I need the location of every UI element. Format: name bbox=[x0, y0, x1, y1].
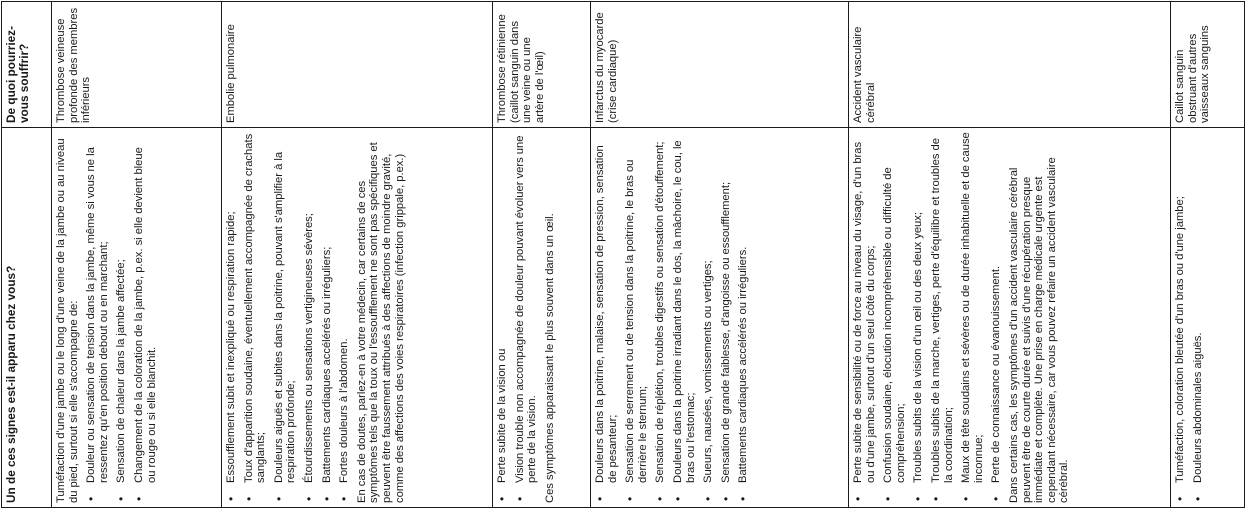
condition-name: Accident vasculaire cérébral bbox=[852, 26, 877, 123]
symptom-item: • Perte subite de sensibilité ou de force au niveau du visage, d'un bras ou d'une jambe, surtout d'un seul côté du corps; bbox=[852, 132, 877, 503]
symptom-item: • Douleur ou sensation de tension dans la jambe, même si vous ne la ressentez qu'en position debout ou en marchant; bbox=[85, 132, 110, 503]
condition-cell bbox=[493, 2, 590, 127]
question-top-cell bbox=[2, 2, 51, 127]
symptom-list bbox=[496, 132, 539, 503]
symptom-item: • Sensation de grande faiblesse, d'angoisse ou essoufflement; bbox=[720, 132, 733, 503]
symptom-item: • Douleurs aiguës et subites dans la poitrine, pouvant s'amplifier à la respiration profonde; bbox=[273, 132, 298, 503]
condition-name: Embolie pulmonaire bbox=[225, 24, 237, 123]
symptoms-content bbox=[222, 128, 492, 507]
symptom-item: • Douleurs abdominales aiguës. bbox=[1192, 132, 1205, 503]
condition-cell bbox=[52, 2, 221, 127]
symptoms-cell bbox=[1171, 128, 1244, 507]
symptom-item: • Douleurs dans la poitrine irradiant dans le dos, la mâchoire, le cou, le bras ou l'estomac; bbox=[672, 132, 697, 503]
symptom-item: • Sensation de serrement ou de tension dans la poitrine, le bras ou derrière le sternum; bbox=[624, 132, 649, 503]
condition-cell bbox=[1171, 2, 1244, 127]
symptom-item: • Troubles subits de la vision d'un œil ou des deux yeux; bbox=[912, 132, 925, 503]
symptom-note: Dans certains cas, les symptômes d'un accident vasculaire cérébral peuvent être de courte durée et suivis d'une récupération presque immédiate et complète. Une prise en charge médicale urgente est cependant nécessaire, car vous pouvez refaire un accident vasculaire cérébral. bbox=[1007, 157, 1071, 503]
symptoms-content bbox=[52, 128, 221, 507]
symptom-item: • Sensation de chaleur dans la jambe affectée; bbox=[115, 132, 128, 503]
question-bottom-text: Un de ces signes est-il apparu chez vous? bbox=[4, 265, 18, 503]
symptom-note: En cas de doutes, parlez-en à votre médecin, car certains de ces symptômes tels que la toux ou l'essoufflement ne sont pas spécifiques et peuvent être faussement attribués à des affections de moindre gravité, comme des affections des voies respiratoires (infection grippale, p.ex.) bbox=[355, 142, 406, 503]
symptoms-content bbox=[591, 128, 848, 507]
symptom-item: • Vision trouble non accompagnée de douleur pouvant évoluer vers une perte de la vision. bbox=[514, 132, 539, 503]
question-bottom-cell bbox=[2, 128, 51, 507]
symptom-item: • Changement de la coloration de la jambe, p.ex. si elle devient bleue ou rouge ou si elle blanchit. bbox=[133, 132, 158, 503]
symptom-item: • Douleurs dans la poitrine, malaise, sensation de pression, sensation de pesanteur; bbox=[594, 132, 619, 503]
symptom-list bbox=[225, 132, 351, 503]
condition-name: Thrombose veineuse profonde des membres inférieurs bbox=[55, 7, 93, 123]
symptoms-cell bbox=[52, 128, 221, 507]
symptom-item: • Confusion soudaine, élocution incompréhensible ou difficulté de compréhension; bbox=[882, 132, 907, 503]
symptom-item: • Fortes douleurs à l'abdomen. bbox=[338, 132, 351, 503]
condition-name: Thrombose rétinienne (caillot sanguin dans une veine ou une artère de l'œil) bbox=[496, 14, 546, 123]
symptom-item: • Battements cardiaques accélérés ou irréguliers; bbox=[321, 132, 334, 503]
condition-cell bbox=[849, 2, 1170, 127]
symptoms-content bbox=[1171, 128, 1244, 507]
symptom-item: • Maux de tête soudains et sévères ou de durée inhabituelle et de cause inconnue; bbox=[960, 132, 985, 503]
condition-name: Caillot sanguin obstruant d'autres vaisseaux sanguins bbox=[1174, 25, 1212, 123]
symptom-item: • Étourdissements ou sensations vertigineuses sévères; bbox=[303, 132, 316, 503]
symptom-list bbox=[85, 132, 158, 503]
symptom-item: • Troubles subits de la marche, vertiges, perte d'équilibre et troubles de la coordination; bbox=[930, 132, 955, 503]
symptom-item: • Battements cardiaques accélérés ou irréguliers. bbox=[737, 132, 750, 503]
condition-cell bbox=[222, 2, 492, 127]
symptom-note: Ces symptômes apparaissant le plus souvent dans un œil. bbox=[543, 213, 556, 503]
symptom-list bbox=[594, 132, 750, 503]
symptom-intro: Tuméfaction d'une jambe ou le long d'une veine de la jambe ou au niveau du pied, surtout si elle s'accompagne de: bbox=[55, 138, 80, 503]
symptom-item: • Toux d'apparition soudaine, éventuellement accompagnée de crachats sanglants; bbox=[243, 132, 268, 503]
symptoms-content bbox=[849, 128, 1170, 507]
symptoms-content bbox=[493, 128, 590, 507]
symptom-item: • Sueurs, nausées, vomissements ou vertiges; bbox=[702, 132, 715, 503]
symptom-item: • Sensation de réplétion, troubles digestifs ou sensation d'étouffement; bbox=[654, 132, 667, 503]
symptom-item: • Perte subite de la vision ou bbox=[496, 132, 509, 503]
symptoms-cell bbox=[222, 128, 492, 507]
condition-cell bbox=[591, 2, 848, 127]
symptoms-cell bbox=[591, 128, 848, 507]
question-top-text: De quoi pourriez-vous souffrir? bbox=[4, 26, 31, 123]
symptoms-cell bbox=[849, 128, 1170, 507]
symptom-list bbox=[1174, 132, 1204, 503]
symptom-item: • Perte de connaissance ou évanouissement. bbox=[990, 132, 1003, 503]
rotated-symptom-table bbox=[1, 1, 1245, 508]
symptom-item: • Tuméfaction, coloration bleutée d'un bras ou d'une jambe; bbox=[1174, 132, 1187, 503]
symptoms-cell bbox=[493, 128, 590, 507]
symptom-list bbox=[852, 132, 1003, 503]
condition-name: Infarctus du myocarde (crise cardiaque) bbox=[594, 12, 619, 123]
symptom-item: • Essoufflement subit et inexpliqué ou respiration rapide; bbox=[225, 132, 238, 503]
